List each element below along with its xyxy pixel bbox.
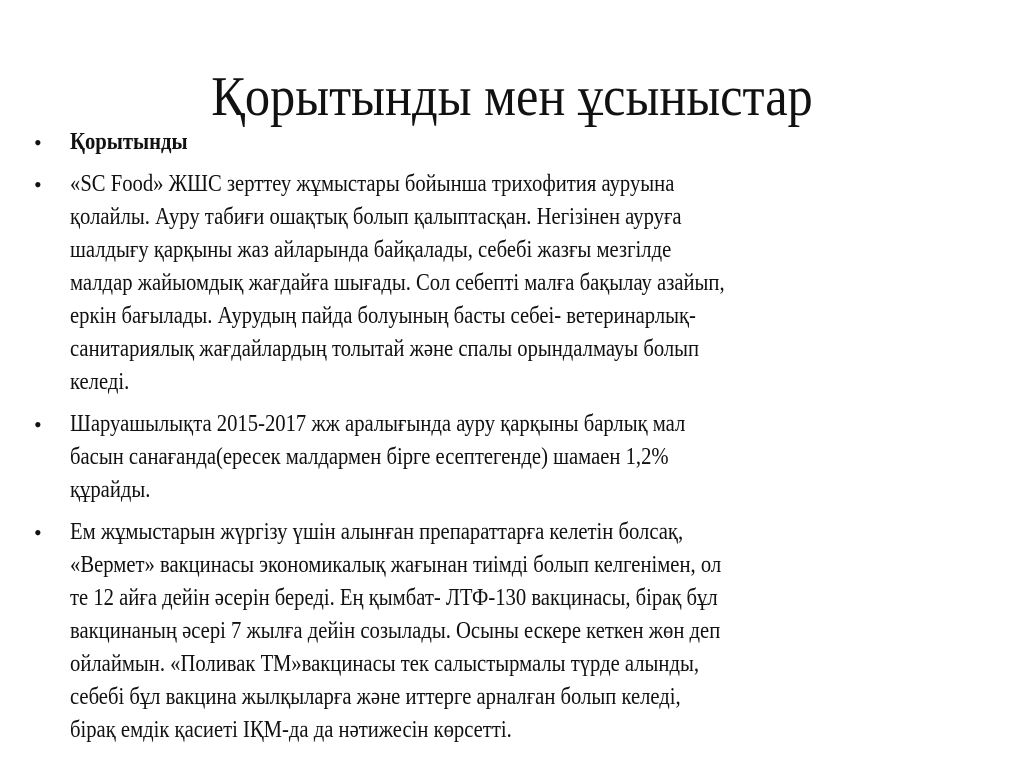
bullet-line: шалдығу қарқыны жаз айларында байқалады, себебі жазғы мезгілде [70,237,672,263]
bullet-icon: • [34,520,42,545]
bullet-line: еркін бағылады. Аурудың пайда болуының басты себеі- ветеринарлық- [70,303,696,329]
bullet-line: санитариялық жағдайлардың толытай және спалы орындалмауы болып [70,336,700,362]
bullet-line: вакцинаның әсері 7 жылға дейін созылады. Осыны ескере кеткен жөн деп [70,618,721,644]
bullet-line: Қорытынды [70,129,188,155]
bullet-icon: • [34,412,42,437]
bullet-item [30,516,990,747]
bullet-line: малдар жайыомдық жағдайға шығады. Сол себепті малға бақылау азайып, [70,270,725,296]
bullet-line: ойлаймын. «Поливак ТМ»вакцинасы тек салыстырмалы түрде алынды, [70,651,699,677]
bullet-line: құрайды. [70,477,151,503]
slide-body [30,126,990,747]
slide-title: Қорытынды мен ұсыныстар [211,66,813,128]
bullet-line: себебі бұл вакцина жылқыларға және иттерге арналған болып келеді, [70,684,681,710]
bullet-line: Шаруашылықта 2015-2017 жж аралығында ауру қарқыны барлық мал [70,411,686,437]
bullet-line: те 12 айға дейін әсерін береді. Ең қымбат- ЛТФ-130 вакцинасы, бірақ бұл [70,585,718,611]
bullet-icon: • [34,172,42,197]
bullet-line: бірақ емдік қасиеті ІҚМ-да да нәтижесін көрсетті. [70,717,512,743]
bullet-line: «SC Food» ЖШС зерттеу жұмыстары бойынша трихофития ауруына [70,171,675,197]
bullet-line: басын санағанда(ересек малдармен бірге есептегенде) шамаен 1,2% [70,444,669,470]
bullet-line: «Вермет» вакцинасы экономикалық жағынан тиімді болып келгенімен, ол [70,552,722,578]
bullet-line: қолайлы. Ауру табиғи ошақтық болып қалыптасқан. Негізінен ауруға [70,204,682,230]
bullet-icon: • [34,130,42,155]
bullet-line: келеді. [70,369,130,395]
bullet-item [30,168,990,399]
bullet-heading-conclusion [30,126,990,159]
bullet-line: Ем жұмыстарын жүргізу үшін алынған препараттарға келетін болсақ, [70,519,684,545]
bullet-item [30,408,990,507]
